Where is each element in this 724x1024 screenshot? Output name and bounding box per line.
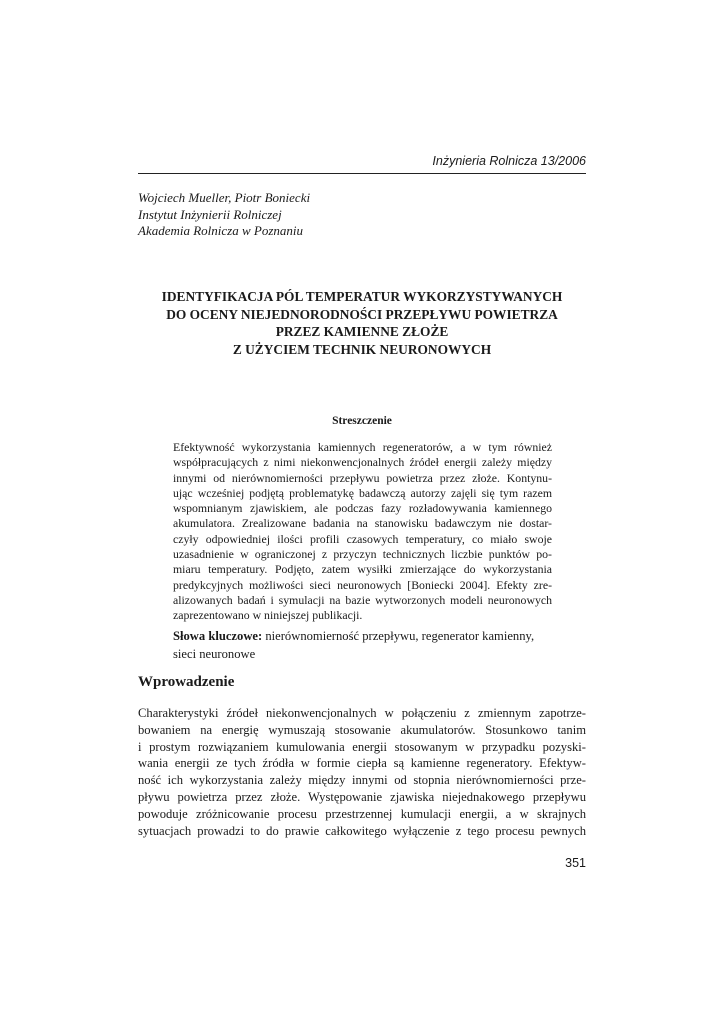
- abstract-heading: Streszczenie: [332, 415, 392, 427]
- abstract-line: akumulatora. Zrealizowane badania na stanowisku badawczym nie dostar-: [173, 516, 552, 531]
- authors-academy: Akademia Rolnicza w Poznaniu: [138, 223, 304, 238]
- abstract-line: wspomnianym zjawiskiem, ale podczas fazy rozładowywania kamiennego: [173, 501, 552, 516]
- body-line: pływu powietrza przez złoże. Występowanie zjawiska niejednakowego przepływu: [138, 789, 586, 804]
- abstract-line: Efektywność wykorzystania kamiennych regeneratorów, a w tym również: [173, 440, 552, 454]
- authors-block: [138, 190, 310, 240]
- body-line: powoduje zróżnicowanie procesu przestrzennej kumulacji energii, a w skrajnych: [138, 806, 586, 821]
- keywords-label: Słowa kluczowe:: [173, 629, 263, 643]
- header-rule: [138, 173, 586, 174]
- abstract-line: predykcyjnych możliwości sieci neuronowych [Boniecki 2004]. Efekty zre-: [173, 577, 552, 592]
- title-line: IDENTYFIKACJA PÓL TEMPERATUR WYKORZYSTYWANYCH: [161, 289, 563, 304]
- title-line: PRZEZ KAMIENNE ZŁOŻE: [275, 324, 449, 339]
- abstract-line: ując wcześniej podjętą problematykę badawczą autorzy zajęli się tym razem: [173, 485, 552, 500]
- abstract-text: [173, 440, 552, 624]
- keywords-block: [173, 628, 552, 663]
- journal-header: Inżynieria Rolnicza 13/2006: [432, 154, 586, 168]
- authors-institute: Instytut Inżynierii Rolniczej: [138, 206, 282, 222]
- abstract-line: miaru temperatury. Podjęto, zatem wysiłki zmierzające do wykorzystania: [173, 562, 552, 577]
- abstract-line: współpracujących z nimi niekonwencjonalnych źródeł energii zależy między: [173, 455, 552, 470]
- body-line: ność ich wykorzystania zależy między innymi od stopnia nierównomierności prze-: [138, 773, 586, 788]
- abstract-line: alizowanych badań i symulacji na bazie wytworzonych modeli neuronowych: [173, 592, 552, 607]
- abstract-line: czyły odpowiedniej ilości profili czasowych temperatury, co miało swoje: [173, 531, 552, 546]
- authors-names: Wojciech Mueller, Piotr Boniecki: [138, 190, 311, 205]
- page-number: 351: [565, 856, 586, 870]
- body-line: Charakterystyki źródeł niekonwencjonalnych w połączeniu z zmiennym zapotrze-: [138, 706, 586, 720]
- title-line: DO OCENY NIEJEDNORODNOŚCI PRZEPŁYWU POWIETRZA: [166, 306, 558, 322]
- paper-title: [138, 288, 586, 358]
- body-line: i prostym rozwiązaniem kumulowania energii stosowanym w przypadku pozyski-: [138, 739, 586, 754]
- title-line: Z UŻYCIEM TECHNIK NEURONOWYCH: [232, 341, 492, 357]
- abstract-line: zaprezentowano w niniejszej publikacji.: [173, 608, 363, 623]
- abstract-line: innymi od nierównomierności przepływu powietrza przez złoże. Kontynu-: [173, 470, 552, 485]
- body-line: sytuacjach prowadzi to do prawie całkowitego wyłączenie z tego procesu pewnych: [138, 823, 586, 838]
- body-text: [138, 705, 586, 839]
- abstract-line: uzasadnienie w ograniczonej z przyczyn technicznych liczbie punktów po-: [173, 547, 552, 562]
- body-line: wania energii ze tych źródła w formie ciepła są kamienne regeneratory. Efektyw-: [138, 756, 586, 771]
- keywords-list: nierównomierność przepływu, regenerator kamienny,: [262, 629, 535, 643]
- keywords-list-cont: sieci neuronowe: [173, 646, 256, 661]
- section-heading: Wprowadzenie: [138, 674, 235, 690]
- body-line: bowaniem na energię wymuszają stosowanie akumulatorów. Stosunkowo tanim: [138, 722, 586, 737]
